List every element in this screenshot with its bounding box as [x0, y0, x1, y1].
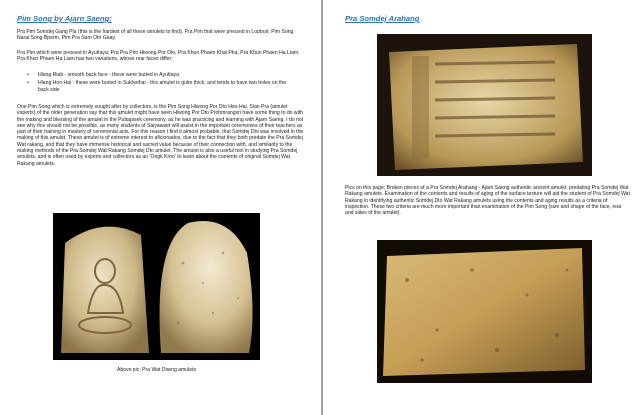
bullet-item: • Hlang Riab - smooth back face - these were buried in Ayuttaya	[24, 72, 294, 78]
bullet-item: • Hlang Hoo Hai - these were buried in Sukhothai - this amulet is quite thick, and tends to have two holes on the back side	[24, 80, 294, 93]
left-heading: Pim Song by Ajarn Saeng;	[17, 14, 112, 23]
page-divider	[321, 0, 323, 415]
arahang-photo-bottom	[377, 240, 592, 383]
left-bullet-list	[24, 72, 294, 95]
amulet-photo-wat-doeng	[53, 213, 260, 360]
right-heading: Pra Somdej Arahang	[345, 14, 420, 23]
right-page	[325, 0, 640, 415]
right-paragraph: Pics on this page; Broken pieces of a Pra Somdej Arahang - Ajarn Saeng authentic ancient amulet, predating Pra Somdej Wat Rakang amulets. Examination of the contents and results of aging of the surface texture will aid the student of Pra Somdej Wat Rakang in identifying authentic Somdej Dto Wat Rakang amulets using the contents and aging results as a criteria of inspection. These two criteria are much more important than examination of the Pim Song (size and shape of the face, rear and sides of the amulet).	[345, 185, 630, 217]
left-photo-caption: Above pic; Pra Wat Doeng amulets	[116, 367, 197, 373]
left-paragraph-3: One Pim Song which is extremely sought after by collectors, is the Pim Song Hlwong Por Dto Hoo Hai. Sian Pra (amulet experts) of the older generation say that this amulet might have seen Hlwong Por Dto Prohmrangsri have some thing to do with the making and blessing of the amulet in the Puttapisek ceremony, as he was practicing and learning with Ajarn Saeng. I do not see why this should not be possible, as many students of Saiyawaet will assist in the important ceremonies of their teachers as part of their training in mastery of ceremonial acts. For this reason I find it almost probable, that Somdej Dto was involved in the making of this amulet. These amulet is of extreme interest to aficionados, due to the fact that they both predate the Pra Somdej Wat rakang, and that they have immense historical and sacred value because of their connection with, and similarity to the making methods of the Pra Somdej Wat Rakang Somdej Dto amulet. The amulet is also a useful tool in studying Pra Somdej amulets, and is often used by experts and collectors as an 'Ongk Kroo' to learn about the contents of original Somdej Wat Rakang amulets.	[17, 104, 304, 167]
arahang-photo-top	[377, 34, 592, 176]
left-paragraph-2: Pra Pim which were pressed in Ayuttaya; Pra Pra Pim Hlwong Por Dto, Pra Khun Phaen Khai Pha, Pra Khun Phaen Ha Liam. Pra Khun Phaen Ha Liam has two variations, whose rear faces differ;	[17, 50, 300, 63]
left-paragraph-1: Pra Pim Somdej Gang Pla (this is the hardest of all these amulets to find), Pra Pim that were pressed in Lopburi; Pim Song Narai Song Bperm, Pim Pra Sam Otri Gaay.	[17, 29, 294, 42]
